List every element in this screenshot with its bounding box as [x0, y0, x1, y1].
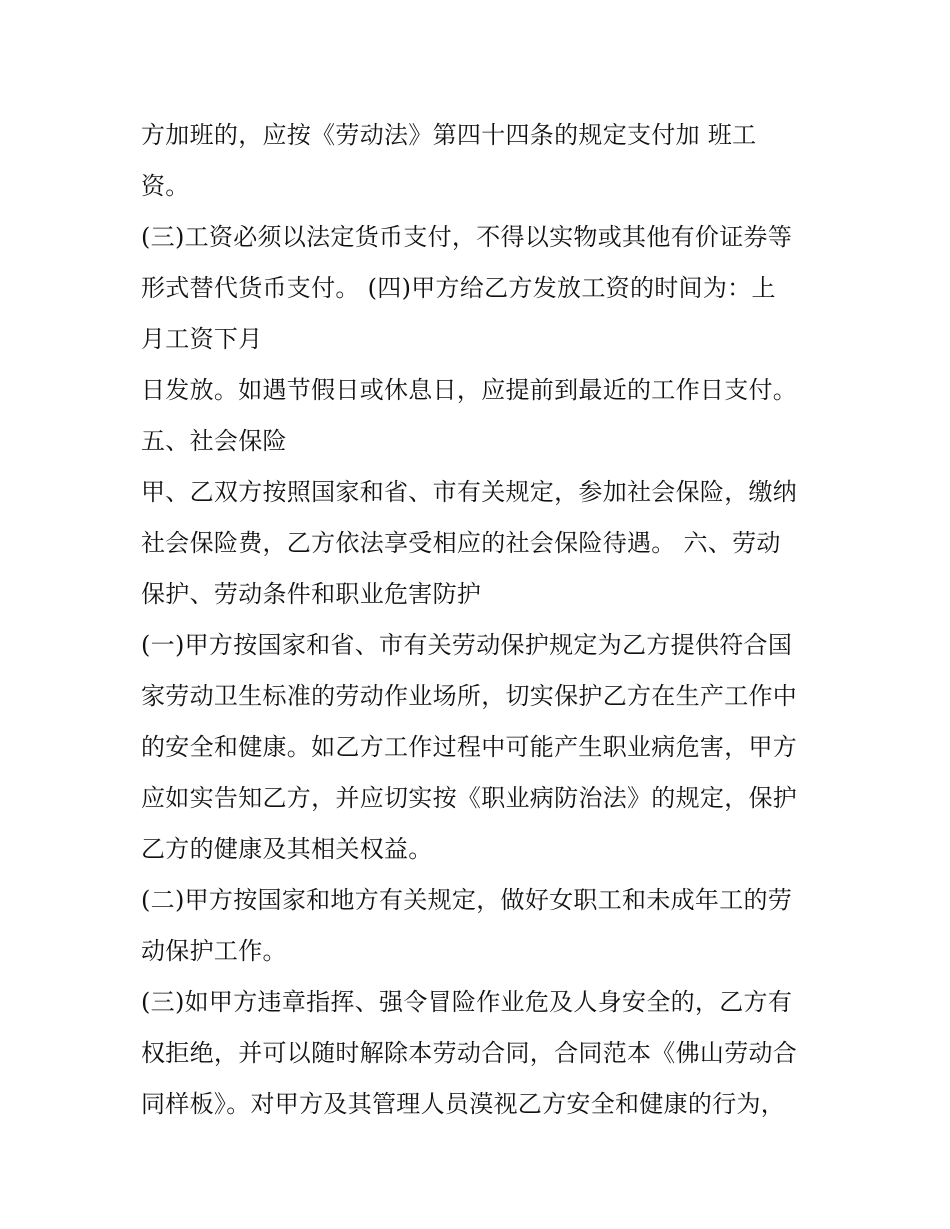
text-line: 资。	[141, 172, 190, 200]
text-line: (一)甲方按国家和省、市有关劳动保护规定为乙方提供符合国	[141, 631, 793, 659]
text-line: 同样板》。对甲方及其管理人员漠视乙方安全和健康的行为，	[141, 1090, 786, 1118]
text-line: 方加班的，应按《劳动法》第四十四条的规定支付加 班工	[141, 121, 757, 149]
text-line: (三)工资必须以法定货币支付，不得以实物或其他有价证券等	[141, 223, 793, 251]
text-line: 乙方的健康及其相关权益。	[141, 835, 433, 863]
text-line: (二)甲方按国家和地方有关规定，做好女职工和未成年工的劳	[141, 886, 793, 914]
text-line: 动保护工作。	[141, 937, 287, 965]
text-line: 甲、乙双方按照国家和省、市有关规定，参加社会保险，缴纳	[141, 478, 798, 506]
text-line: 家劳动卫生标准的劳动作业场所，切实保护乙方在生产工作中	[141, 682, 798, 710]
section-heading: 五、社会保险	[141, 427, 287, 455]
text-line: 形式替代货币支付。 (四)甲方给乙方发放工资的时间为：上	[141, 274, 776, 302]
text-line: 日发放。如遇节假日或休息日，应提前到最近的工作日支付。	[141, 376, 798, 404]
text-line: 权拒绝，并可以随时解除本劳动合同，合同范本《佛山劳动合	[141, 1039, 798, 1067]
document-body	[141, 110, 821, 1130]
text-line: 月工资下月	[141, 325, 263, 353]
text-line: 的安全和健康。如乙方工作过程中可能产生职业病危害，甲方	[141, 733, 798, 761]
text-line: 应如实告知乙方，并应切实按《职业病防治法》的规定，保护	[141, 784, 798, 812]
text-line: 保护、劳动条件和职业危害防护	[141, 580, 482, 608]
text-line: 社会保险费，乙方依法享受相应的社会保险待遇。 六、劳动	[141, 529, 781, 557]
text-line: (三)如甲方违章指挥、强令冒险作业危及人身安全的，乙方有	[141, 988, 793, 1016]
